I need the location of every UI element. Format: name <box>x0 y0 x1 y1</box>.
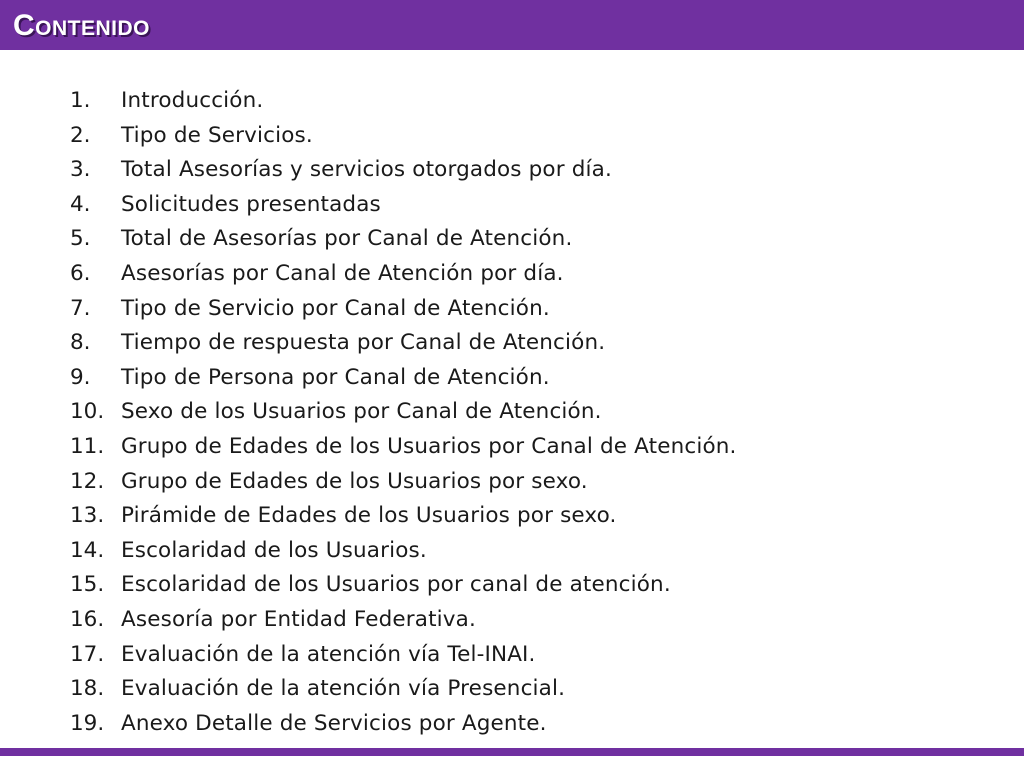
list-item-number: 16. <box>70 606 105 632</box>
list-item <box>70 326 737 361</box>
list-item <box>70 292 737 327</box>
list-item-text: Introducción. <box>121 88 264 113</box>
list-item-number: 17. <box>70 641 105 667</box>
list-item-text: Grupo de Edades de los Usuarios por Canal de Atención. <box>121 433 737 459</box>
title-bar <box>0 0 1024 50</box>
list-item-number: 10. <box>70 399 105 425</box>
list-item-number: 6. <box>70 260 91 286</box>
list-item-number: 2. <box>70 122 91 148</box>
list-item <box>70 465 737 500</box>
list-item-text: Total de Asesorías por Canal de Atención. <box>121 226 573 252</box>
list-item-number: 18. <box>70 676 105 702</box>
list-item-text: Sexo de los Usuarios por Canal de Atención. <box>121 399 602 425</box>
list-item-number: 14. <box>70 537 105 563</box>
list-item-number: 13. <box>70 503 105 529</box>
list-item-number: 5. <box>70 226 91 252</box>
list-item <box>70 603 737 638</box>
list-item-text: Tipo de Servicios. <box>121 122 313 148</box>
list-item-text: Grupo de Edades de los Usuarios por sexo. <box>121 468 588 494</box>
list-item <box>70 672 737 707</box>
list-item-text: Anexo Detalle de Servicios por Agente. <box>121 710 547 736</box>
list-item-text: Asesoría por Entidad Federativa. <box>121 606 476 632</box>
list-item-text: Evaluación de la atención vía Presencial. <box>121 676 566 702</box>
list-item <box>70 430 737 465</box>
list-item <box>70 499 737 534</box>
list-item <box>70 119 737 154</box>
list-item-number: 8. <box>70 330 91 356</box>
list-item-text: Total Asesorías y servicios otorgados por día. <box>121 157 612 183</box>
list-item-text: Evaluación de la atención vía Tel-INAI. <box>121 641 536 667</box>
list-item-number: 11. <box>70 433 105 459</box>
list-item-text: Solicitudes presentadas <box>121 191 381 217</box>
list-item-number: 7. <box>70 295 91 321</box>
list-item-number: 1. <box>70 88 91 113</box>
list-item-number: 15. <box>70 572 105 598</box>
list-item <box>70 707 737 742</box>
list-item <box>70 84 737 119</box>
list-item <box>70 568 737 603</box>
list-item-text: Tipo de Persona por Canal de Atención. <box>121 364 550 390</box>
list-item <box>70 395 737 430</box>
list-item-number: 3. <box>70 157 91 183</box>
list-item <box>70 222 737 257</box>
list-item <box>70 188 737 223</box>
list-item-number: 19. <box>70 710 105 736</box>
list-item-text: Escolaridad de los Usuarios por canal de atención. <box>121 572 671 598</box>
table-of-contents <box>70 84 737 741</box>
list-item-text: Pirámide de Edades de los Usuarios por sexo. <box>121 503 617 529</box>
list-item-text: Asesorías por Canal de Atención por día. <box>121 260 564 286</box>
list-item <box>70 638 737 673</box>
list-item <box>70 153 737 188</box>
list-item-number: 4. <box>70 191 91 217</box>
list-item <box>70 361 737 396</box>
list-item-text: Escolaridad de los Usuarios. <box>121 537 427 563</box>
list-item-number: 9. <box>70 364 91 390</box>
list-item <box>70 534 737 569</box>
list-item-text: Tipo de Servicio por Canal de Atención. <box>121 295 550 321</box>
list-item-text: Tiempo de respuesta por Canal de Atención. <box>121 330 606 356</box>
slide-title: Contenido <box>13 9 150 42</box>
list-item-number: 12. <box>70 468 105 494</box>
list-item <box>70 257 737 292</box>
bottom-divider <box>0 748 1024 756</box>
